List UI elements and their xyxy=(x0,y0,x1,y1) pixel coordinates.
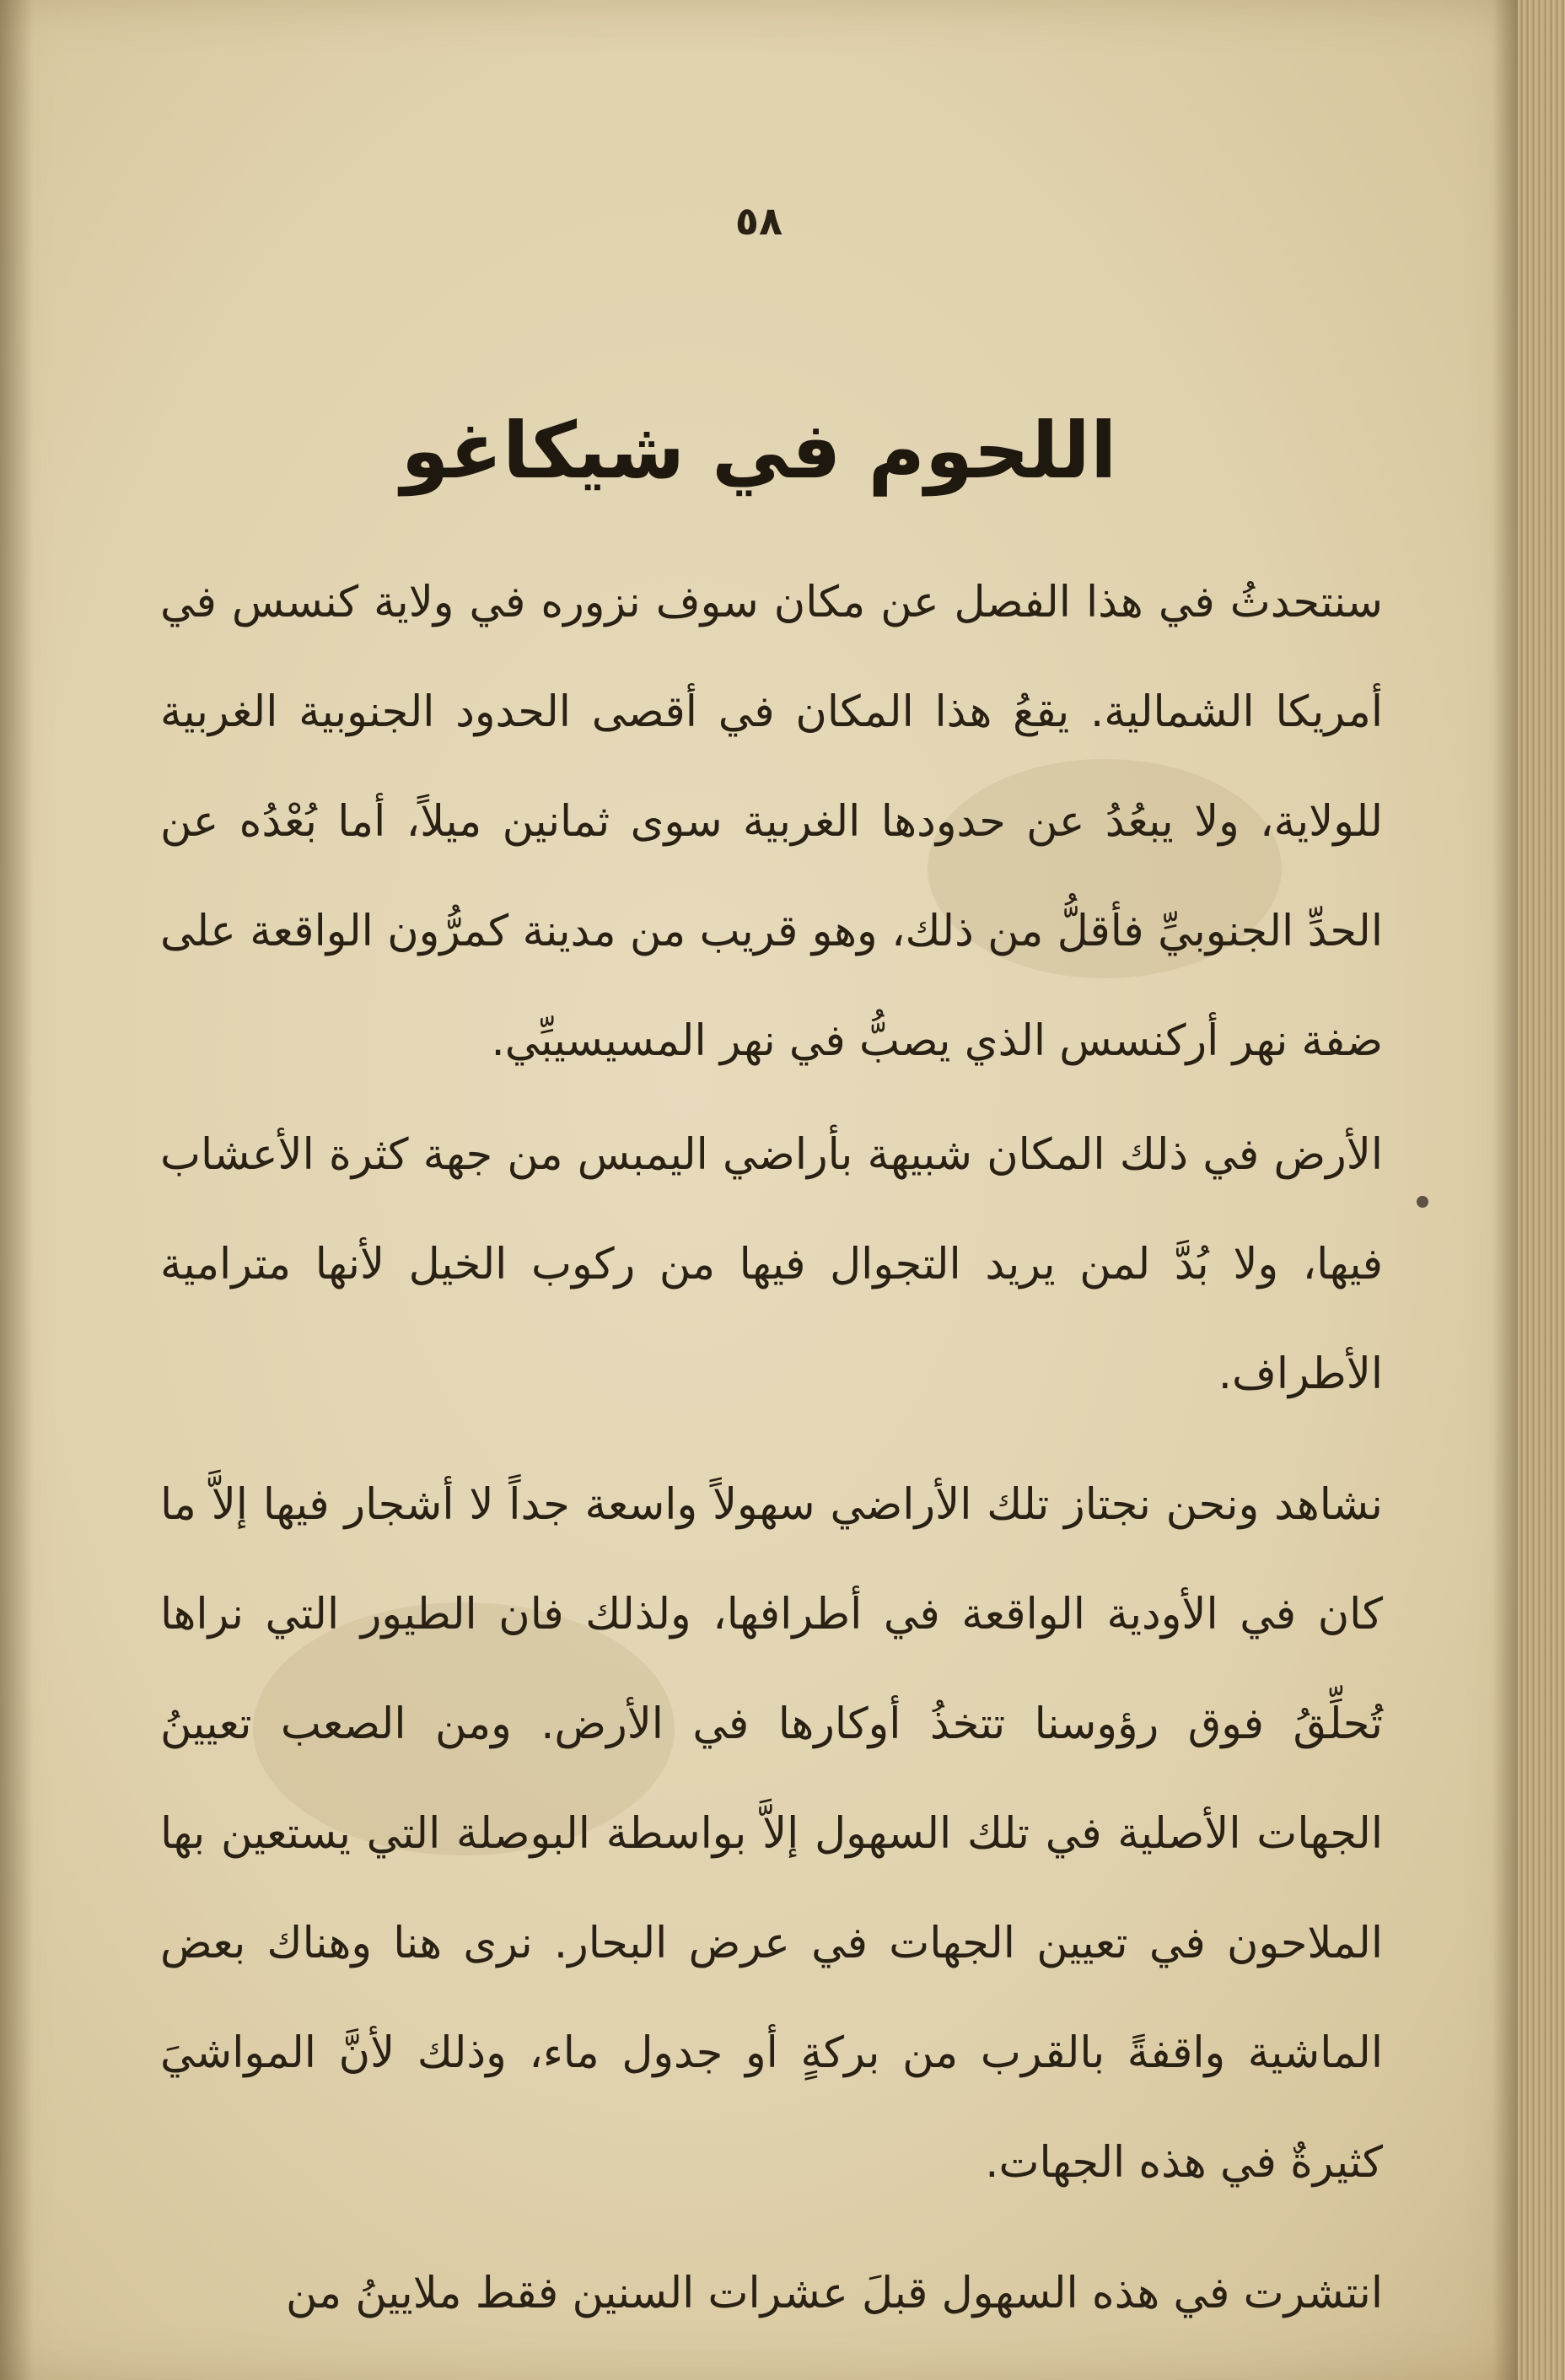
paragraph-3: نشاهد ونحن نجتاز تلك الأراضي سهولاً واسعة جداً لا أشجار فيها إلاَّ ما كان في الأودية الواقعة في أطرافها، ولذلك فان الطيور التي نراها تُحلِّقُ فوق رؤوسنا تتخذُ أوكارها في الأرض. ومن الصعب تعيينُ الجهات الأصلية في تلك السهول إلاَّ بواسطة البوصلة التي يستعين بها الملاحون في تعيين الجهات في عرض البحار. نرى هنا وهناك بعض الماشية واقفةً بالقرب من بركةٍ أو جدول ماء، وذلك لأنَّ المواشيَ كثيرةٌ في هذه الجهات. xyxy=(160,1480,1383,2188)
chapter-title: اللحوم في شيكاغو xyxy=(401,406,1117,496)
gutter-shadow xyxy=(0,0,34,2380)
page-number: ٥٨ xyxy=(734,198,783,244)
body-text xyxy=(160,548,1383,2349)
paragraph-4: انتشرت في هذه السهول قبلَ عشرات السنين فقط ملايينُ من xyxy=(285,2269,1383,2318)
paragraph-1: سنتحدثُ في هذا الفصل عن مكان سوف نزوره في ولاية كنسس في أمريكا الشمالية. يقعُ هذا المكان في أقصى الحدود الجنوبية الغربية للولاية، ولا يبعُدُ عن حدودها الغربية سوى ثمانين ميلاً، أما بُعْدُه عن الحدِّ الجنوبيِّ فأقلُّ من ذلك، وهو قريب من مدينة كمرُّون الواقعة على ضفة نهر أركنسس الذي يصبُّ في نهر المسيسيبِّي. xyxy=(160,578,1383,1066)
page-edge-shadow xyxy=(1492,0,1518,2380)
margin-dot xyxy=(1417,1196,1428,1208)
page-edges-stack xyxy=(1518,0,1565,2380)
paragraph-2: الأرض في ذلك المكان شبيهة بأراضي اليمبس من جهة كثرة الأعشاب فيها، ولا بُدَّ لمن يريد التجوال فيها من ركوب الخيل لأنها مترامية الأطراف. xyxy=(160,1130,1383,1399)
